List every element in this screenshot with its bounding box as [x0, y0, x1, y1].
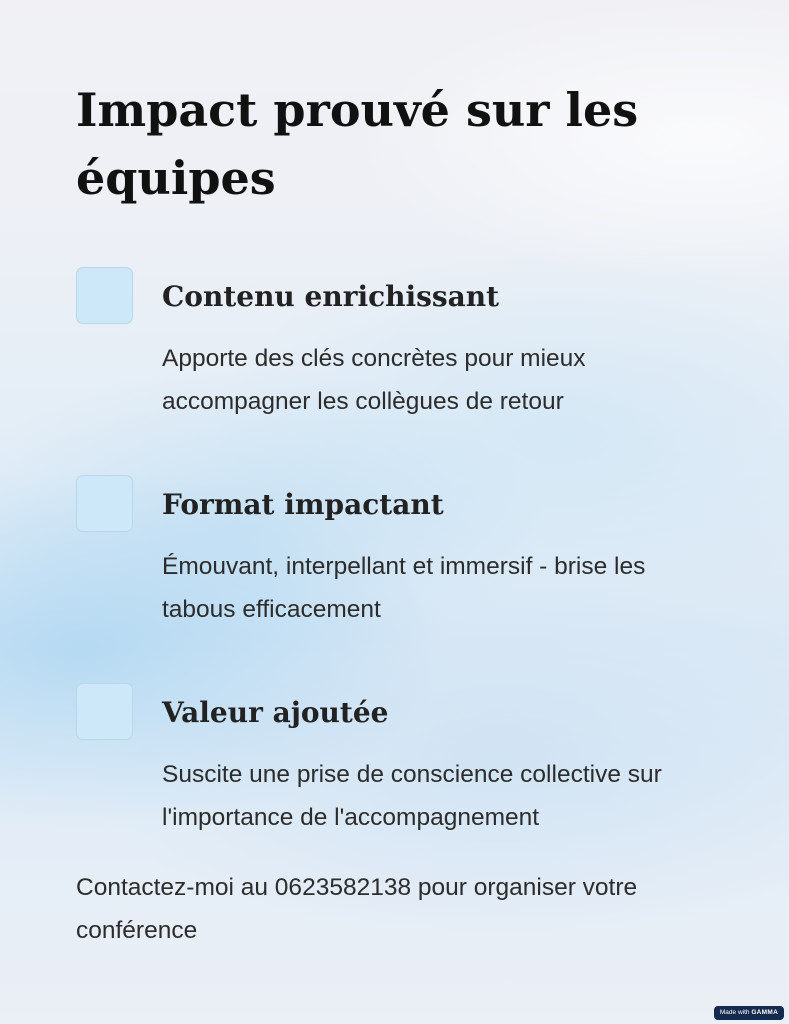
feature-description: Suscite une prise de conscience collective sur l'importance de l'accompagnement: [162, 761, 662, 831]
feature-title: Valeur ajoutée: [162, 696, 389, 729]
contact-text: Contactez-moi au 0623582138 pour organiser votre conférence: [76, 874, 638, 944]
badge-prefix: Made with: [719, 1009, 750, 1016]
page-title: Impact prouvé sur les équipes: [76, 83, 639, 205]
gamma-logo: GAMMA: [751, 1009, 779, 1016]
feature-title: Contenu enrichissant: [162, 280, 500, 313]
feature-title: Format impactant: [162, 488, 444, 521]
feature-checkbox[interactable]: [76, 475, 133, 532]
feature-checkbox[interactable]: [76, 267, 133, 324]
feature-checkbox[interactable]: [76, 683, 133, 740]
feature-description: Apporte des clés concrètes pour mieux accompagner les collègues de retour: [162, 345, 586, 415]
feature-description: Émouvant, interpellant et immersif - brise les tabous efficacement: [162, 553, 646, 623]
made-with-gamma-badge[interactable]: [714, 1006, 784, 1020]
